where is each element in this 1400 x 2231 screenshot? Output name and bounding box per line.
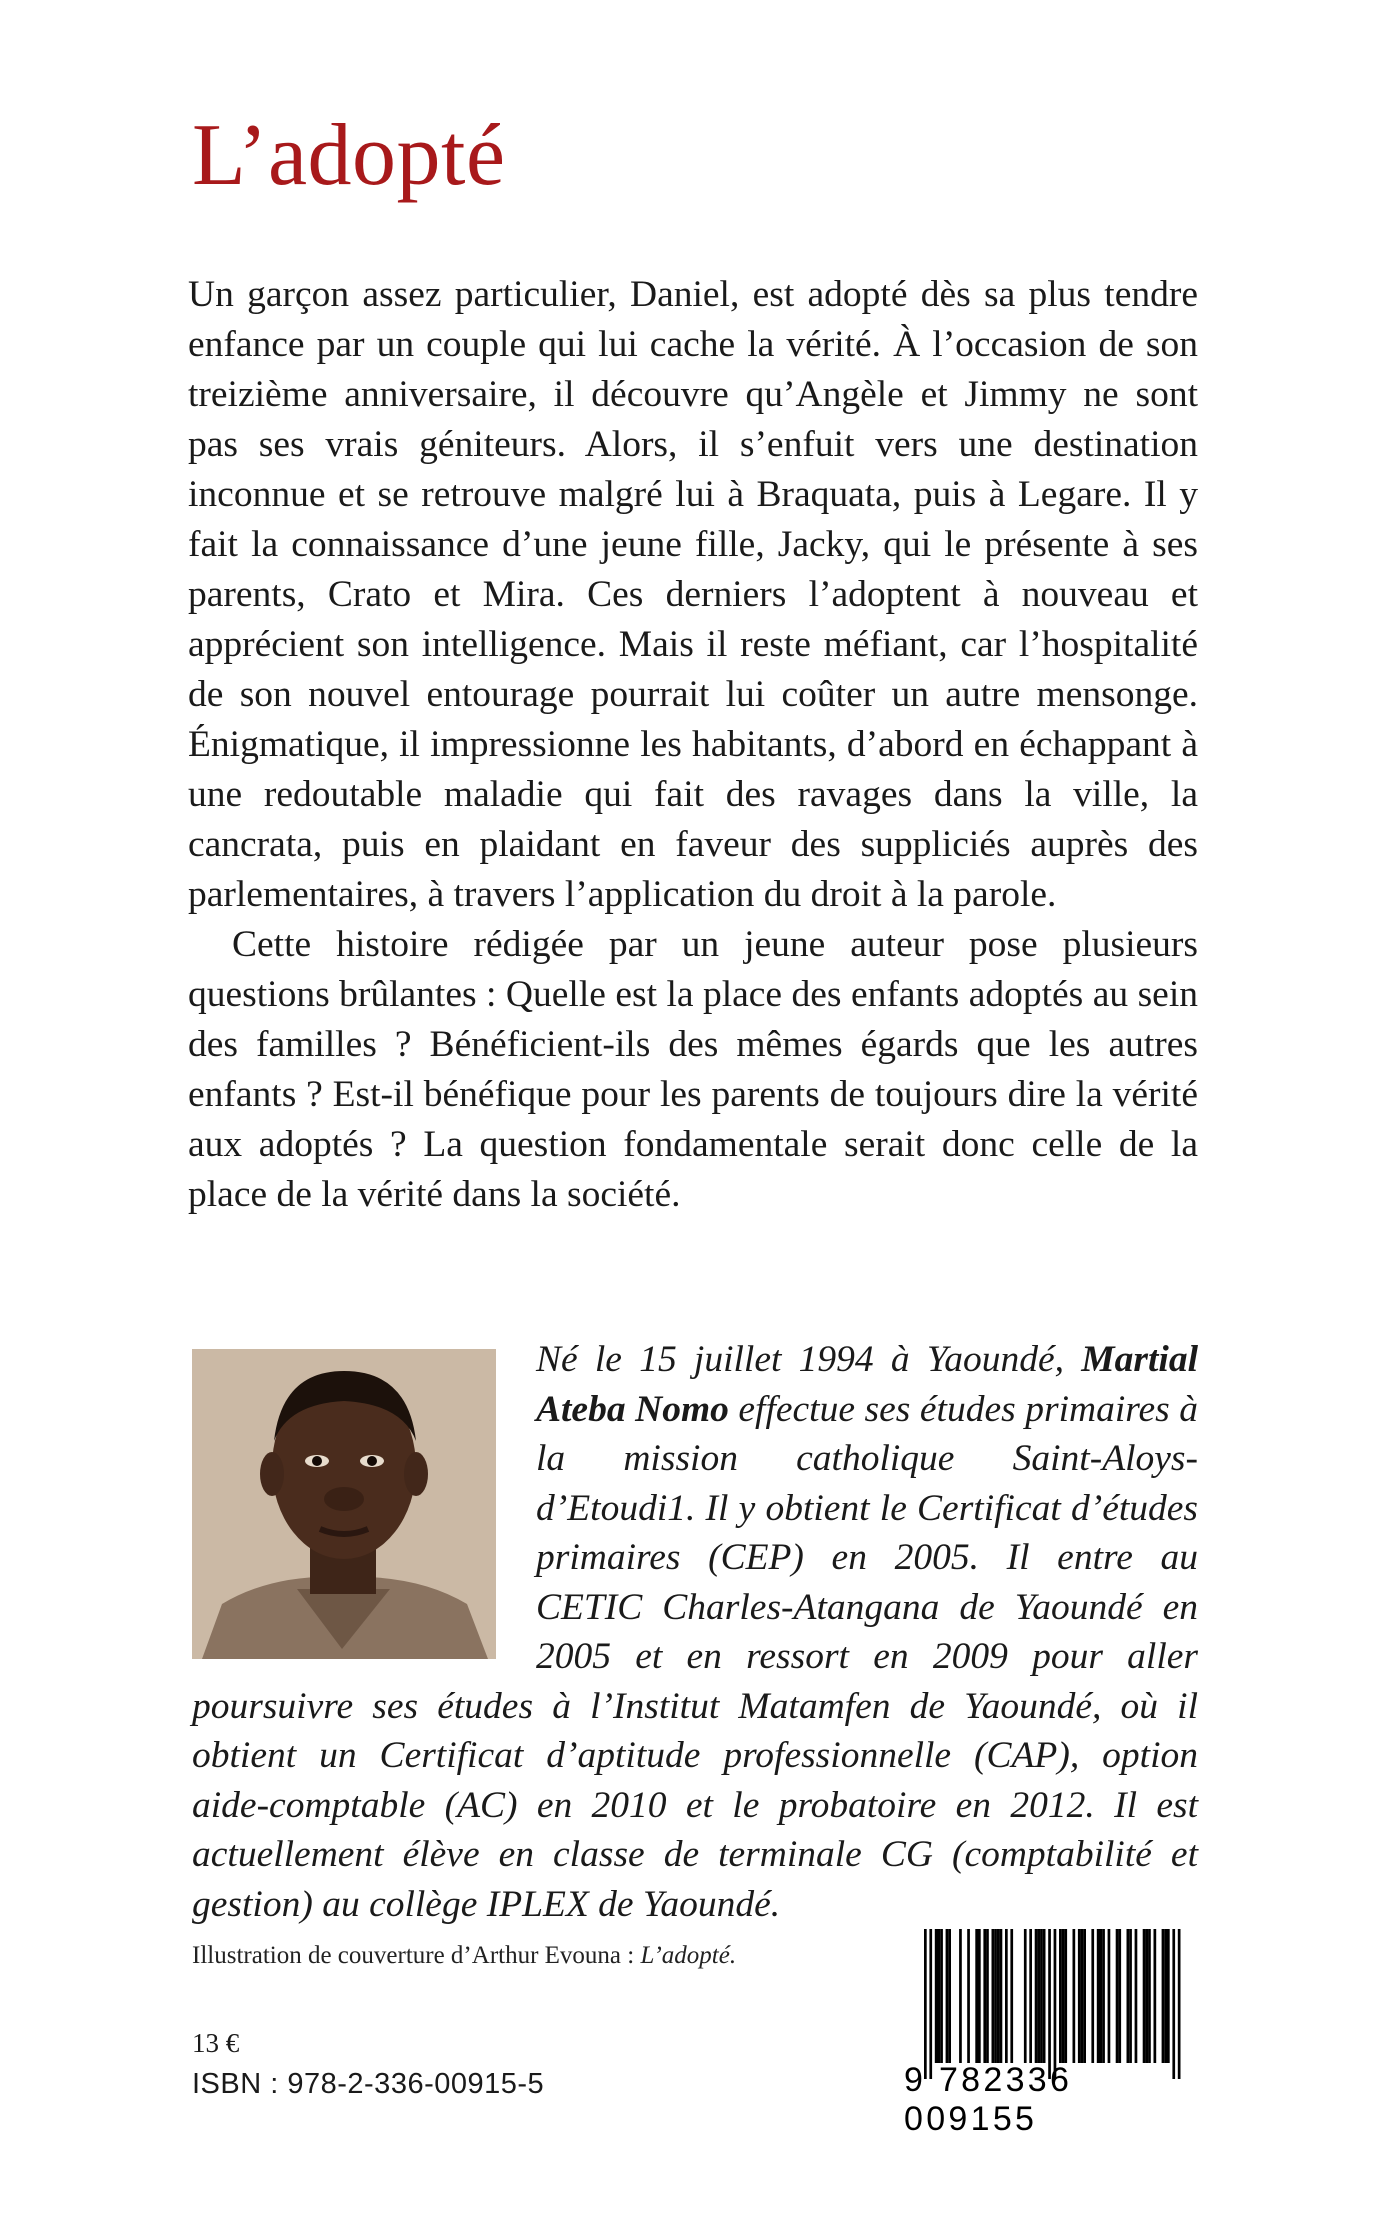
author-section	[192, 1335, 1198, 1929]
barcode-bar	[994, 1929, 997, 2063]
barcode-bar	[1129, 1929, 1132, 2063]
barcode-bar	[1135, 1929, 1138, 2063]
barcode-bar	[940, 1929, 943, 2063]
barcode-bar	[946, 1929, 949, 2063]
author-name: Martial Ateba Nomo	[536, 1339, 1198, 1430]
credit-title: L’adopté.	[640, 1942, 737, 1969]
barcode-bar	[935, 1929, 938, 2063]
barcode-bar	[948, 1929, 951, 2063]
barcode-guard-bar	[1172, 1929, 1175, 2079]
credit-text: Illustration de couverture d’Arthur Evouna :	[192, 1942, 641, 1969]
barcode-bar	[967, 1929, 970, 2063]
barcode-guard-bar	[1054, 1929, 1057, 2079]
synopsis	[188, 270, 1198, 1220]
barcode-bar	[1167, 1929, 1170, 2063]
barcode-bar	[1024, 1929, 1027, 2063]
barcode-bar	[1097, 1929, 1100, 2063]
barcode-bar	[997, 1929, 1000, 2063]
barcode-bar	[1154, 1929, 1157, 2063]
barcode-bar	[1035, 1929, 1038, 2063]
synopsis-paragraph-1: Un garçon assez particulier, Daniel, est adopté dès sa plus tendre enfance par un couple qui lui cache la vérité. À l’occasion de son treizième anniversaire, il découvre qu’Angèle et Jimmy ne sont pas ses vrais géniteurs. Alors, il s’enfuit vers une destination inconnue et se retrouve malgré lui à Braquata, puis à Legare. Il y fait la connaissance d’une jeune fille, Jacky, qui le présente à ses parents, Crato et Mira. Ces derniers l’adoptent à nouveau et apprécient son intelligence. Mais il reste méfiant, car l’hospitalité de son nouvel entourage pourrait lui coûter un autre mensonge. Énigmatique, il impressionne les habitants, d’abord en échappant à une redoutable maladie qui fait des ravages dans la ville, la cancrata, puis en plaidant en faveur des suppliciés auprès des parlementaires, à travers l’application du droit à la parole.	[188, 274, 1198, 915]
barcode-guard-bar	[924, 1929, 927, 2079]
barcode-bar	[959, 1929, 962, 2063]
barcode-bar	[1145, 1929, 1148, 2063]
barcode-bar	[1010, 1929, 1013, 2063]
price: 13 €	[192, 2028, 240, 2058]
barcode-digits: 9 782336 009155	[904, 2061, 1073, 2138]
barcode-bar	[1116, 1929, 1119, 2063]
barcode-bar	[1078, 1929, 1081, 2063]
barcode-bar	[1100, 1929, 1103, 2063]
barcode-bar	[1081, 1929, 1084, 2063]
author-photo	[192, 1349, 496, 1659]
barcode-bar	[992, 1929, 995, 2063]
book-title: L’adopté	[192, 107, 506, 204]
cover-illustration-credit	[192, 1942, 736, 1970]
barcode-bar	[986, 1929, 989, 2063]
barcode-bar	[1000, 1929, 1003, 2063]
barcode-bar	[1162, 1929, 1165, 2063]
barcode-bar	[1118, 1929, 1121, 2063]
barcode-bar	[978, 1929, 981, 2063]
barcode-bar	[1148, 1929, 1151, 2063]
barcode-bar	[1064, 1929, 1067, 2063]
barcode-bar	[1108, 1929, 1111, 2063]
isbn: ISBN : 978-2-336-00915-5	[192, 2068, 545, 2100]
barcode-guard-bar	[1178, 1929, 1181, 2079]
barcode-bar	[1083, 1929, 1086, 2063]
barcode-guard-bar	[929, 1929, 932, 2079]
barcode-bar	[1043, 1929, 1046, 2063]
barcode-bar	[1102, 1929, 1105, 2063]
barcode-bar	[1040, 1929, 1043, 2063]
barcode-bar	[1143, 1929, 1146, 2063]
barcode-bar	[1091, 1929, 1094, 2063]
barcode-bar	[1073, 1929, 1076, 2063]
barcode-bar	[1059, 1929, 1062, 2063]
author-bio-intro: Né le 15 juillet 1994 à Yaoundé,	[536, 1339, 1082, 1380]
barcode-bar	[1164, 1929, 1167, 2063]
barcode-bar	[1037, 1929, 1040, 2063]
barcode-bar	[1062, 1929, 1065, 2063]
barcode-bar	[1005, 1929, 1008, 2063]
barcode-bar	[1127, 1929, 1130, 2063]
barcode-bar	[983, 1929, 986, 2063]
barcode-bar	[1029, 1929, 1032, 2063]
barcode-guard-bar	[1048, 1929, 1051, 2079]
synopsis-paragraph-2: Cette histoire rédigée par un jeune auteur pose plusieurs questions brûlantes : Quelle est la place des enfants adoptés au sein des familles ? Bénéficient-ils des mêmes égards que les autres enfants ? Est-il bénéfique pour les parents de toujours dire la vérité aux adoptés ? La question fondamentale serait donc celle de la place de la vérité dans la société.	[188, 924, 1198, 1215]
barcode-bar	[975, 1929, 978, 2063]
barcode-bar	[938, 1929, 941, 2063]
author-bio-text: effectue ses études primaires à la mission catholique Saint-Aloys-d’Etoudi1. Il y obtient le Certificat d’études primaires (CEP) en 2005. Il entre au CETIC Charles-Atangana de Yaoundé en 2005 et en ressort en 2009 pour aller poursuivre ses études à l’Institut Matamfen de Yaoundé, où il obtient un Certificat d’aptitude professionnelle (CAP), option aide-comptable (AC) en 2010 et le probatoire en 2012. Il est actuellement élève en classe de terminale CG (comptabilité et gestion) au collège IPLEX de Yaoundé.	[192, 1388, 1199, 1925]
